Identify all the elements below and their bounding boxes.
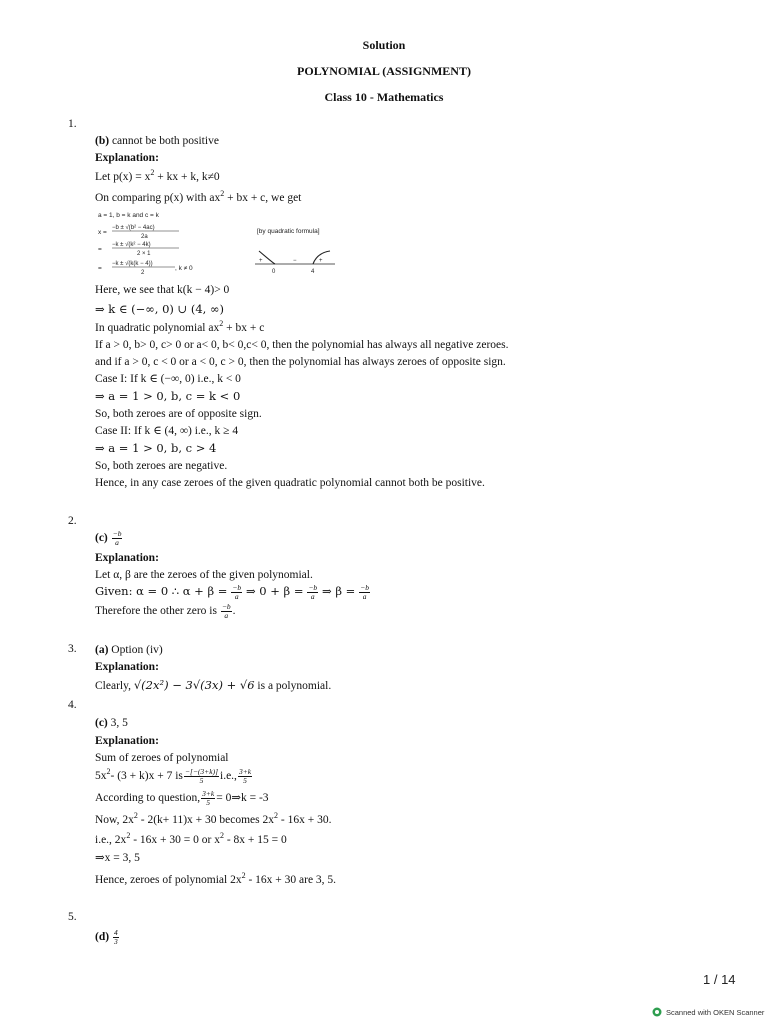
figure-note: [by quadratic formula] [257,228,320,235]
solution-line: In quadratic polynomial $ax^2$ + bx + c [95,319,265,334]
svg-text:+: + [259,258,263,264]
solution-line: Here, we see that k(k − 4)> 0 [95,284,230,296]
answer-option: (b) [95,135,110,147]
question-number: 2. [68,515,77,527]
page-indicator: 1 / 14 [703,972,736,987]
question-number: 4. [68,699,77,711]
scanner-text: Scanned with OKEN Scanner [666,1007,765,1017]
svg-text:−b ± √(b² − 4ac): −b ± √(b² − 4ac) [112,225,155,231]
explanation-label: Explanation: [95,552,159,564]
solution-line: Hence, in any case zeroes of the given quadratic polynomial cannot both be positive. [95,477,485,489]
svg-text:0: 0 [272,269,276,275]
class-subtitle: Class 10 - Mathematics [324,90,444,104]
solution-line: Now, $2x^2 - 2(k+ 11)x + 30$ becomes $2x^2 - 16x + 30$. [95,811,332,826]
solution-line: Case II: If k ∈ (4, ∞) i.e., k ≥ 4 [95,425,239,437]
solution-line: and if a > 0, c < 0 or a < 0, c > 0, then the polynomial has always zeroes of opposite sign. [95,356,506,368]
question-number: 3. [68,643,77,655]
answer-text: Option (iv) [111,644,163,656]
solution-line: On comparing p(x) with $ax^2$ + bx + c, we get [95,189,302,204]
solution-line: i.e., $2x^2 - 16x + 30 = 0$ or $x^2 - 8x + 15 = 0$ [95,831,287,846]
solution-line: Therefore the other zero is $\frac{-b}{a}$ . [95,602,236,620]
quadratic-formula-figure [95,207,345,281]
answer-text: 3, 5 [110,717,128,729]
solution-line: So, both zeroes are negative. [95,460,228,472]
svg-text:−k ± √(k(k − 4)): −k ± √(k(k − 4)) [112,261,153,267]
answer-line [95,530,123,547]
svg-text:+: + [319,258,323,264]
solution-line: Sum of zeroes of polynomial [95,752,229,764]
svg-text:x =: x = [98,229,107,236]
explanation-label: Explanation: [95,152,159,164]
solution-line: Let α, β are the zeroes of the given polynomial. [95,569,313,581]
svg-text:−k ± √(k² − 4k): −k ± √(k² − 4k) [112,242,151,248]
scanner-watermark [652,1007,764,1017]
answer-line [95,716,128,730]
answer-line [95,929,120,946]
solution-line: Let $p(x) = x^2$ + kx + k, k≠0 [95,168,220,183]
svg-text:=: = [98,265,102,272]
solution-line: According to question, $\frac{3+k}{5}$ = 0⇒k = -3 [95,789,269,807]
solution-line: So, both zeroes are of opposite sign. [95,408,262,420]
answer-text: cannot be both positive [111,135,219,147]
assignment-title: POLYNOMIAL (ASSIGNMENT) [297,64,471,78]
solution-line: ⇒ k ∈ (−∞, 0) ∪ (4, ∞) [95,302,225,316]
solution-line: ⇒ a = 1 > 0, b, c > 4 [95,441,217,455]
solution-line: Case I: If k ∈ (−∞, 0) i.e., k < 0 [95,373,241,385]
answer-line [95,134,219,148]
question-number: 5. [68,911,77,923]
answer-line [95,643,163,657]
answer-fraction: $\frac{-b}{a}$ [112,529,122,547]
svg-text:−: − [293,258,297,264]
solution-line: ⇒ a = 1 > 0, b, c = k < 0 [95,389,241,403]
svg-text:2 × 1: 2 × 1 [137,251,151,257]
explanation-label: Explanation: [95,735,159,747]
solution-line: If a > 0, b> 0, c> 0 or a< 0, b< 0,c< 0, then the polynomial has always all negative zeroes. [95,339,509,351]
solution-line: $5x^2-$ (3 + k)x + 7 is $\frac{-[-(3+k)]}{5}$ i.e., $\frac{3+k}{5}$ [95,767,252,785]
figure-line: a = 1, b = k and c = k [98,212,159,219]
svg-text:=: = [98,246,102,253]
solution-line: ⇒x = 3, 5 [95,852,140,864]
answer-fraction: $\frac{4}{3}$ [113,928,118,946]
svg-text:, k ≠ 0: , k ≠ 0 [175,265,193,272]
explanation-label: Explanation: [95,661,159,673]
answer-option: (c) [95,717,108,729]
svg-text:2a: 2a [141,234,148,240]
answer-option: (d) [95,931,110,944]
svg-text:2: 2 [141,270,145,276]
answer-option: (c) [95,532,108,545]
solution-heading: Solution [362,38,406,52]
solution-line: Given: α = 0 ∴ α + β = $\frac{-b}{a}$ ⇒ 0 + β = $\frac{-b}{a}$ ⇒ β = $\frac{-b}{a}$ [95,583,369,601]
svg-text:4: 4 [311,269,315,275]
scanner-logo-icon [652,1007,662,1017]
answer-option: (a) [95,644,109,656]
solution-line: Hence, zeroes of polynomial $2x^2 - 16x + 30$ are 3, 5. [95,871,337,886]
solution-line: Clearly, √(2x²) − 3√(3x) + √6 is a polynomial. [95,678,332,692]
question-number: 1. [68,118,77,130]
